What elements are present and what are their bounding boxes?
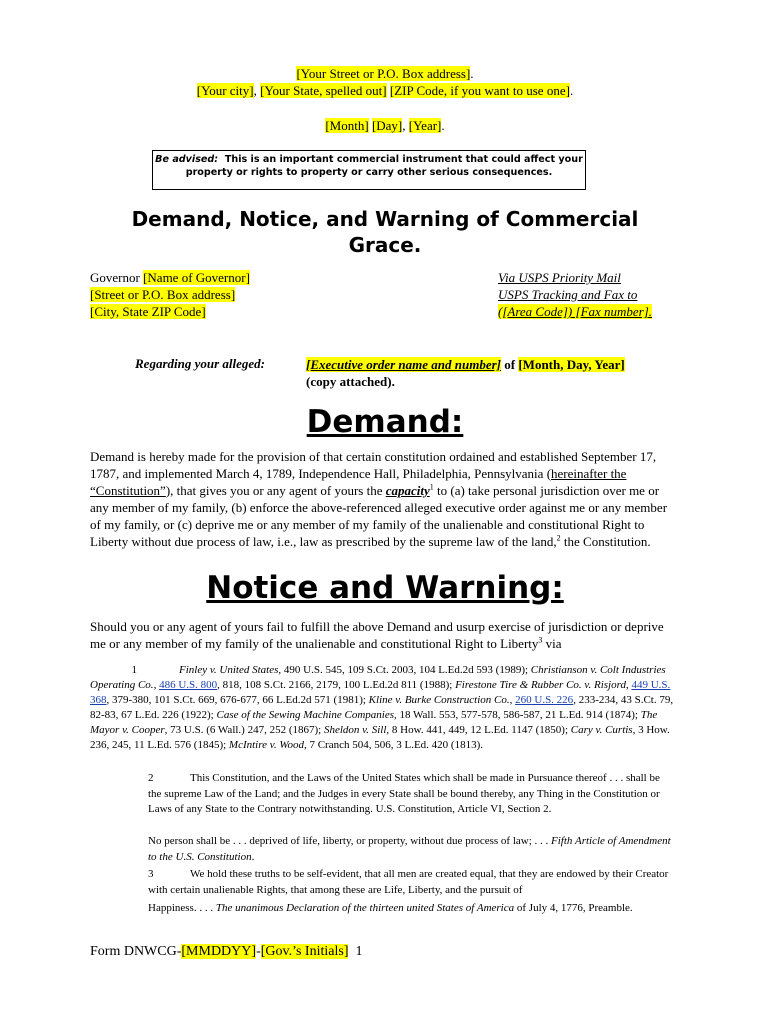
demand-text-3: to (a) take personal jurisdiction over me or any member of my family, (b) enforce the above-referenced alleged executive order against me or any member of my family, or (c) deprive me or any member of my family of the unalienable and constitutional Right to Liberty without due process of law, i.e., law as prescribed by the supreme law of the land,	[90, 483, 668, 549]
sender-city: [Your city]	[196, 83, 254, 98]
notice-text-2: via	[542, 636, 562, 651]
advisory-text: This is an important commercial instrument that could affect your property or rights to property or carry other serious consequences.	[185, 154, 583, 178]
footnote-2-number: 2	[148, 772, 154, 784]
regarding-attached: (copy attached).	[306, 374, 395, 389]
delivery-line1: Via USPS Priority Mail	[498, 270, 621, 285]
sender-city-line: [Your city], [Your State, spelled out] [ZIP Code, if you want to use one].	[196, 83, 574, 98]
capacity-term: capacity	[385, 483, 430, 498]
sender-zip: [ZIP Code, if you want to use one]	[389, 83, 570, 98]
notice-paragraph	[90, 618, 680, 652]
date-year: [Year]	[408, 118, 442, 133]
recipient-prefix: Governor	[90, 270, 140, 285]
advisory-lead: Be advised:	[155, 154, 219, 165]
regarding-order: [Executive order name and number]	[306, 357, 501, 372]
footnote-3-declaration: Happiness. . . . The unanimous Declaration of the thirteen united States of America of July 4, 1776, Preamble.	[148, 902, 633, 914]
recipient-block	[90, 269, 250, 320]
citation-link-449[interactable]: 449 U.S. 368	[90, 679, 671, 706]
document-date: [Month] [Day], [Year].	[325, 118, 445, 133]
regarding-value	[306, 356, 625, 390]
footnote-3-text: We hold these truths to be self-evident, that all men are created equal, that they are endowed by their Creator with certain unalienable Rights, that among these are Life, Liberty, and the pursuit of	[148, 868, 669, 896]
demand-text-4: the Constitution.	[560, 534, 651, 549]
footer-date: [MMDDYY]	[181, 944, 257, 959]
demand-heading: Demand:	[306, 404, 464, 440]
hereinafter-text: hereinafter the “Constitution”	[90, 466, 627, 498]
recipient-street: [Street or P.O. Box address]	[90, 287, 236, 302]
footnote-3	[136, 867, 676, 898]
footnote-2	[136, 771, 676, 818]
date-day: [Day]	[371, 118, 403, 133]
footnote-ref-3: 3	[538, 635, 543, 645]
footnote-2-amendment: No person shall be . . . deprived of life, liberty, or property, without due process of law; . . . Fifth Article of Amendment to the U.S. Constitution.	[148, 835, 671, 863]
regarding-label: Regarding your alleged:	[135, 356, 265, 371]
sender-street: [Your Street or P.O. Box address]	[296, 66, 471, 81]
sender-street-line: [Your Street or P.O. Box address].	[296, 66, 474, 81]
notice-heading: Notice and Warning:	[206, 570, 564, 606]
date-month: [Month]	[325, 118, 369, 133]
footnote-1: 1 Finley v. United States, 490 U.S. 545, 109 S.Ct. 2003, 104 L.Ed.2d 593 (1989); Christianson v. Colt Industries Operating Co., 486 U.S. 800, 818, 108 S.Ct. 2166, 2179, 100 L.Ed.2d 811 (1988); Firestone Tire & Rubber Co. v. Risjord, 449 U.S. 368, 379-380, 101 S.Ct. 669, 676-677, 66 L.Ed.2d 571 (1981); Kline v. Burke Construction Co., 260 U.S. 226, 233-234, 43 S.Ct. 79, 82-83, 67 L.Ed. 226 (1922); Case of the Sewing Machine Companies, 18 Wall. 553, 577-578, 586-587, 21 L.Ed. 914 (1874); The Mayor v. Cooper, 73 U.S. (6 Wall.) 247, 252 (1867); Sheldon v. Sill, 8 How. 441, 449, 12 L.Ed. 1147 (1850); Cary v. Curtis, 3 How. 236, 245, 11 L.Ed. 576 (1845); McIntire v. Wood, 7 Cranch 504, 506, 3 L.Ed. 420 (1813).	[90, 664, 674, 751]
demand-text-1: Demand is hereby made for the provision of that certain constitution ordained and established September 17, 1787, and implemented March 4, 1789, Independence Hall, Philadelphia, Pennsylvania (	[90, 449, 657, 481]
recipient-city: [City, State ZIP Code]	[90, 304, 206, 319]
delivery-line2: USPS Tracking and Fax to	[498, 287, 638, 302]
demand-paragraph	[90, 448, 680, 550]
regarding-date: [Month, Day, Year]	[518, 357, 625, 372]
footnote-2-text: This Constitution, and the Laws of the United States which shall be made in Pursuance thereof . . . shall be the supreme Law of the Land; and the Judges in every State shall be bound thereby, any Thing in the Constitution or Laws of any State to the Contrary notwithstanding. U.S. Constitution, Article VI, Section 2.	[148, 772, 660, 815]
delivery-block	[498, 269, 652, 320]
footnote-1-number: 1	[131, 664, 137, 676]
citation-link-486[interactable]: 486 U.S. 800	[159, 679, 218, 691]
sender-state: [Your State, spelled out]	[260, 83, 387, 98]
footnote-ref-2: 2	[556, 533, 561, 543]
delivery-fax: ([Area Code]) [Fax number].	[498, 304, 653, 319]
document-title: Demand, Notice, and Warning of Commercial Grace.	[131, 207, 639, 257]
page-number: 1	[355, 944, 363, 959]
footer-initials: [Gov.’s Initials]	[260, 944, 349, 959]
footnote-3-number: 3	[148, 868, 154, 880]
form-footer: Form DNWCG-[MMDDYY]-[Gov.’s Initials] 1	[90, 944, 363, 959]
footnote-ref-1: 1	[429, 482, 434, 492]
regarding-of: of	[504, 357, 516, 372]
notice-text-1: Should you or any agent of yours fail to fulfill the above Demand and usurp exercise of jurisdiction or deprive me or any member of my family of the unalienable and constitutional Right to Liberty	[90, 619, 664, 651]
recipient-name: [Name of Governor]	[143, 270, 250, 285]
demand-text-2: ), that gives you or any agent of yours the	[165, 483, 386, 498]
advisory-box	[152, 150, 586, 190]
citation-link-260[interactable]: 260 U.S. 226	[515, 694, 574, 706]
